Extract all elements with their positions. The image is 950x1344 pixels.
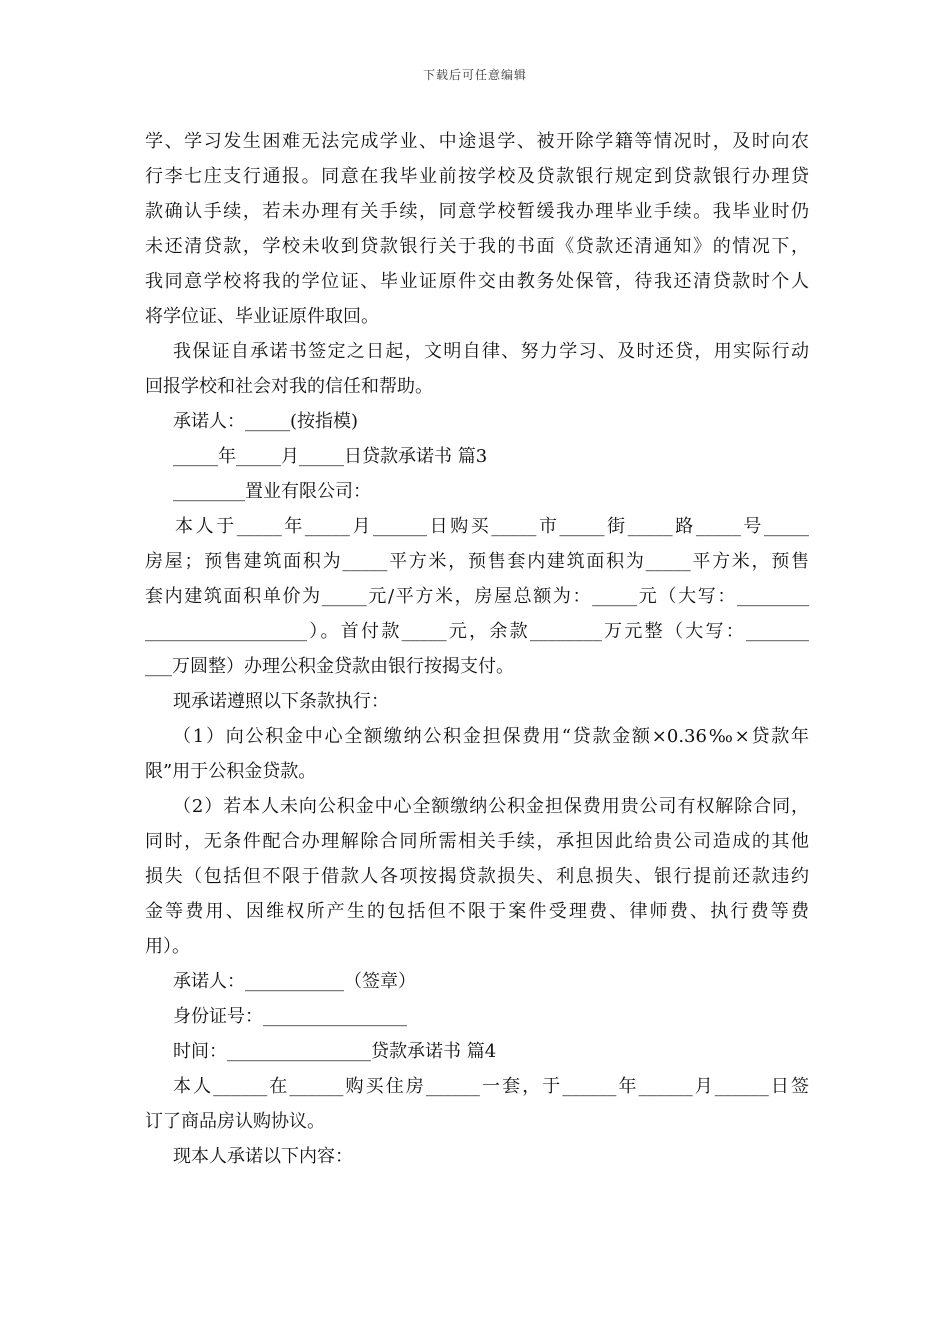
paragraph-line: 房屋；预售建筑面积为_____平方米，预售套内建筑面积为_____平方米，预售 — [145, 551, 809, 572]
clause-line: 金等费用、因维权所产生的包括但不限于案件受理费、律师费、执行费等费 — [145, 901, 809, 922]
paragraph-line: 我同意学校将我的学位证、毕业证原件交由教务处保管，待我还清贷款时个人 — [145, 271, 809, 292]
paragraph-line: __________________）。首付款_____元，余款________万元整（大写：_______ — [145, 621, 809, 642]
paragraph-line: 本人于_____年_____月______日购买_____市_____街_____路_____号_____ — [175, 516, 809, 537]
clause-line: （2）若本人未向公积金中心全额缴纳公积金担保费用贵公司有权解除合同， — [173, 796, 809, 817]
paragraph-line: 本人______在______购买住房______一套，于______年______月______日签 — [173, 1076, 809, 1097]
document-body — [145, 124, 809, 1174]
clause-line: 用）。 — [145, 936, 190, 957]
paragraph-line: 学、学习发生困难无法完成学业、中途退学、被开除学籍等情况时，及时向农 — [145, 131, 809, 152]
signatory-line: 承诺人：___________（签章） — [173, 971, 416, 992]
clause-line: 同时，无条件配合办理解除合同所需相关手续，承担因此给贵公司造成的其他 — [145, 831, 809, 852]
paragraph-line: 回报学校和社会对我的信任和帮助。 — [145, 376, 433, 397]
paragraph-line: 我保证自承诺书签定之日起，文明自律、努力学习、及时还贷，用实际行动 — [173, 341, 809, 362]
id-number-line: 身份证号：________________ — [173, 1006, 407, 1027]
paragraph-line: 订了商品房认购协议。 — [145, 1111, 325, 1132]
addressee-line: ________置业有限公司： — [173, 481, 371, 502]
signatory-line: 承诺人：_____(按指模) — [173, 411, 359, 432]
date-and-section-title: _____年_____月_____日贷款承诺书 篇3 — [173, 446, 488, 467]
paragraph-line: 款确认手续，若未办理有关手续，同意学校暂缓我办理毕业手续。我毕业时仍 — [145, 201, 809, 222]
page-header: 下载后可任意编辑 — [422, 68, 527, 82]
paragraph-line: 行李七庄支行通报。同意在我毕业前按学校及贷款银行规定到贷款银行办理贷 — [145, 166, 809, 187]
paragraph-line: 套内建筑面积单价为_____元/平方米，房屋总额为：_____元（大写：________ — [145, 586, 809, 607]
paragraph-line: 将学位证、毕业证原件取回。 — [145, 306, 379, 327]
paragraph-line: ___万圆整）办理公积金贷款由银行按揭支付。 — [145, 656, 514, 677]
clause-line: 损失（包括但不限于借款人各项按揭贷款损失、利息损失、银行提前还款违约 — [145, 866, 809, 887]
clause-line: （1）向公积金中心全额缴纳公积金担保费用“贷款金额×0.36‰×贷款年 — [173, 726, 809, 747]
clause-line: 限”用于公积金贷款。 — [145, 761, 317, 782]
paragraph-line: 现承诺遵照以下条款执行： — [173, 691, 389, 712]
paragraph-line: 现本人承诺以下内容： — [173, 1146, 353, 1167]
time-and-section-title: 时间：________________贷款承诺书 篇4 — [173, 1041, 497, 1062]
paragraph-line: 未还清贷款，学校未收到贷款银行关于我的书面《贷款还清通知》的情况下， — [145, 236, 809, 257]
